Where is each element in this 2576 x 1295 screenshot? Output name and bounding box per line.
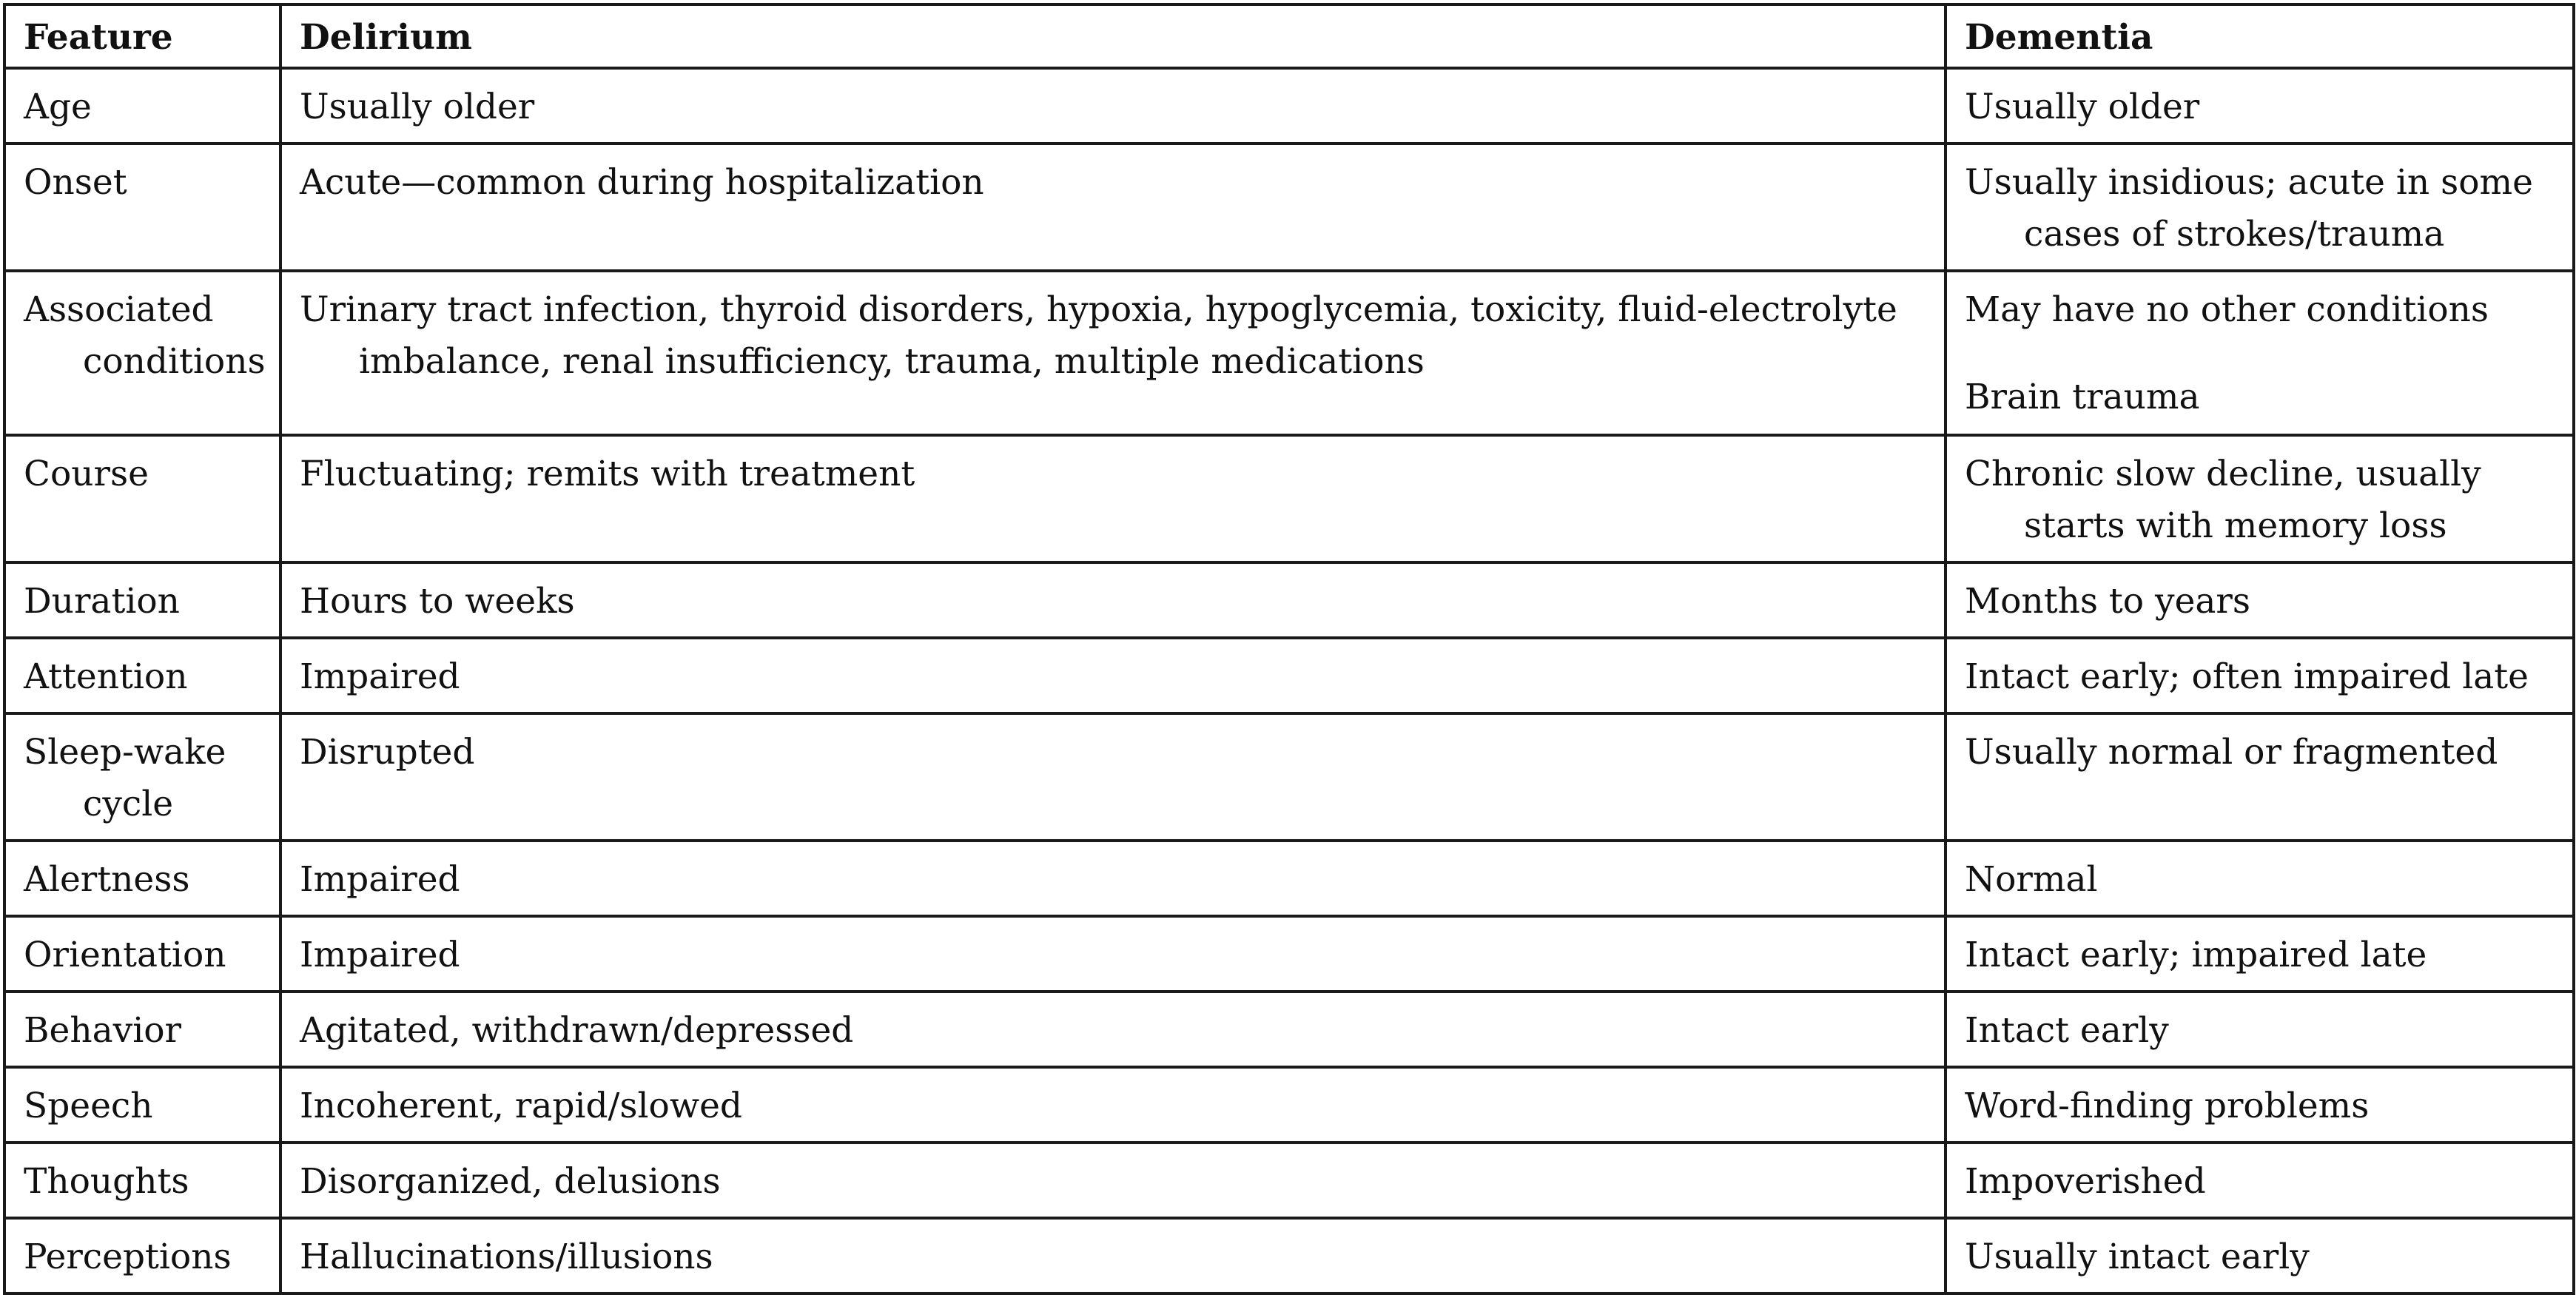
feature-label: Alertness xyxy=(24,859,190,900)
dementia-text: May have no other conditions xyxy=(1965,289,2489,330)
dementia-cell xyxy=(1946,271,2574,435)
delirium-text: Hours to weeks xyxy=(300,581,575,622)
dementia-cell xyxy=(1946,68,2574,144)
header-delirium: Delirium xyxy=(280,4,1946,68)
table-row xyxy=(4,562,2574,638)
dementia-cell xyxy=(1946,1143,2574,1218)
dementia-text: Usually intact early xyxy=(1965,1237,2310,1277)
feature-cell xyxy=(4,271,280,435)
dementia-text: Intact early; often impaired late xyxy=(1965,656,2529,697)
dementia-text: Impoverished xyxy=(1965,1161,2206,1202)
delirium-cell xyxy=(280,992,1946,1067)
dementia-cell xyxy=(1946,1218,2574,1294)
feature-label: Speech xyxy=(24,1086,153,1126)
dementia-text: Usually older xyxy=(1965,87,2200,127)
delirium-cell xyxy=(280,271,1946,435)
feature-label: Perceptions xyxy=(24,1237,232,1277)
dementia-text: Normal xyxy=(1965,859,2098,900)
feature-cell xyxy=(4,68,280,144)
header-feature: Feature xyxy=(4,4,280,68)
delirium-cell xyxy=(280,1067,1946,1143)
feature-label: Onset xyxy=(24,162,127,203)
dementia-cell xyxy=(1946,713,2574,841)
table-row xyxy=(4,713,2574,841)
feature-label: Duration xyxy=(24,581,180,622)
delirium-text: Urinary tract infection, thyroid disorders, hypoxia, hypoglycemia, toxicity, fluid-electrolyte imbalance, renal insufficiency, trauma, multiple medications xyxy=(300,289,1897,382)
delirium-cell xyxy=(280,435,1946,562)
table-row xyxy=(4,435,2574,562)
header-row xyxy=(4,4,2574,68)
table-row xyxy=(4,144,2574,271)
dementia-text: Usually normal or fragmented xyxy=(1965,732,2498,773)
delirium-cell xyxy=(280,144,1946,271)
dementia-text: Months to years xyxy=(1965,581,2251,622)
delirium-cell xyxy=(280,1218,1946,1294)
feature-label: Thoughts xyxy=(24,1161,189,1202)
delirium-text: Agitated, withdrawn/depressed xyxy=(300,1010,854,1051)
delirium-text: Incoherent, rapid/slowed xyxy=(300,1086,742,1126)
feature-label: Behavior xyxy=(24,1010,181,1051)
delirium-dementia-table xyxy=(3,3,2575,1295)
feature-cell xyxy=(4,638,280,713)
delirium-text: Usually older xyxy=(300,87,535,127)
table-row xyxy=(4,1218,2574,1294)
delirium-cell xyxy=(280,841,1946,916)
table-row xyxy=(4,638,2574,713)
dementia-cell xyxy=(1946,992,2574,1067)
table-row xyxy=(4,271,2574,435)
feature-cell xyxy=(4,841,280,916)
delirium-text: Hallucinations/illusions xyxy=(300,1237,713,1277)
table-body xyxy=(4,68,2574,1294)
dementia-cell xyxy=(1946,435,2574,562)
feature-cell xyxy=(4,916,280,992)
delirium-text: Disrupted xyxy=(300,732,475,773)
delirium-text: Impaired xyxy=(300,656,460,697)
delirium-text: Impaired xyxy=(300,859,460,900)
dementia-text: Word-finding problems xyxy=(1965,1086,2370,1126)
delirium-cell xyxy=(280,638,1946,713)
feature-label: Associated conditions xyxy=(24,289,266,382)
dementia-text: Intact early xyxy=(1965,1010,2169,1051)
table-row xyxy=(4,841,2574,916)
delirium-text: Fluctuating; remits with treatment xyxy=(300,454,915,494)
delirium-text: Disorganized, delusions xyxy=(300,1161,721,1202)
delirium-cell xyxy=(280,713,1946,841)
feature-cell xyxy=(4,144,280,271)
feature-label: Sleep-wake cycle xyxy=(24,732,226,824)
table-row xyxy=(4,1143,2574,1218)
feature-label: Age xyxy=(24,87,92,127)
dementia-text: Chronic slow decline, usually starts with memory loss xyxy=(1965,454,2481,546)
feature-cell xyxy=(4,713,280,841)
feature-cell xyxy=(4,435,280,562)
delirium-cell xyxy=(280,1143,1946,1218)
dementia-text: Brain trauma xyxy=(1965,377,2200,417)
header-dementia: Dementia xyxy=(1946,4,2574,68)
feature-cell xyxy=(4,1143,280,1218)
feature-cell xyxy=(4,992,280,1067)
dementia-cell xyxy=(1946,638,2574,713)
dementia-cell xyxy=(1946,144,2574,271)
feature-label: Course xyxy=(24,454,149,494)
delirium-cell xyxy=(280,916,1946,992)
dementia-cell xyxy=(1946,1067,2574,1143)
feature-cell xyxy=(4,1067,280,1143)
dementia-text: Usually insidious; acute in some cases of strokes/trauma xyxy=(1965,162,2533,255)
dementia-text: Intact early; impaired late xyxy=(1965,935,2427,975)
feature-label: Orientation xyxy=(24,935,226,975)
dementia-cell xyxy=(1946,916,2574,992)
table-row xyxy=(4,68,2574,144)
feature-cell xyxy=(4,562,280,638)
delirium-cell xyxy=(280,562,1946,638)
table-row xyxy=(4,1067,2574,1143)
dementia-cell xyxy=(1946,562,2574,638)
delirium-cell xyxy=(280,68,1946,144)
table-row xyxy=(4,916,2574,992)
delirium-text: Impaired xyxy=(300,935,460,975)
delirium-text: Acute—common during hospitalization xyxy=(300,162,984,203)
feature-cell xyxy=(4,1218,280,1294)
feature-label: Attention xyxy=(24,656,188,697)
table-row xyxy=(4,992,2574,1067)
table-header xyxy=(4,4,2574,68)
dementia-cell xyxy=(1946,841,2574,916)
